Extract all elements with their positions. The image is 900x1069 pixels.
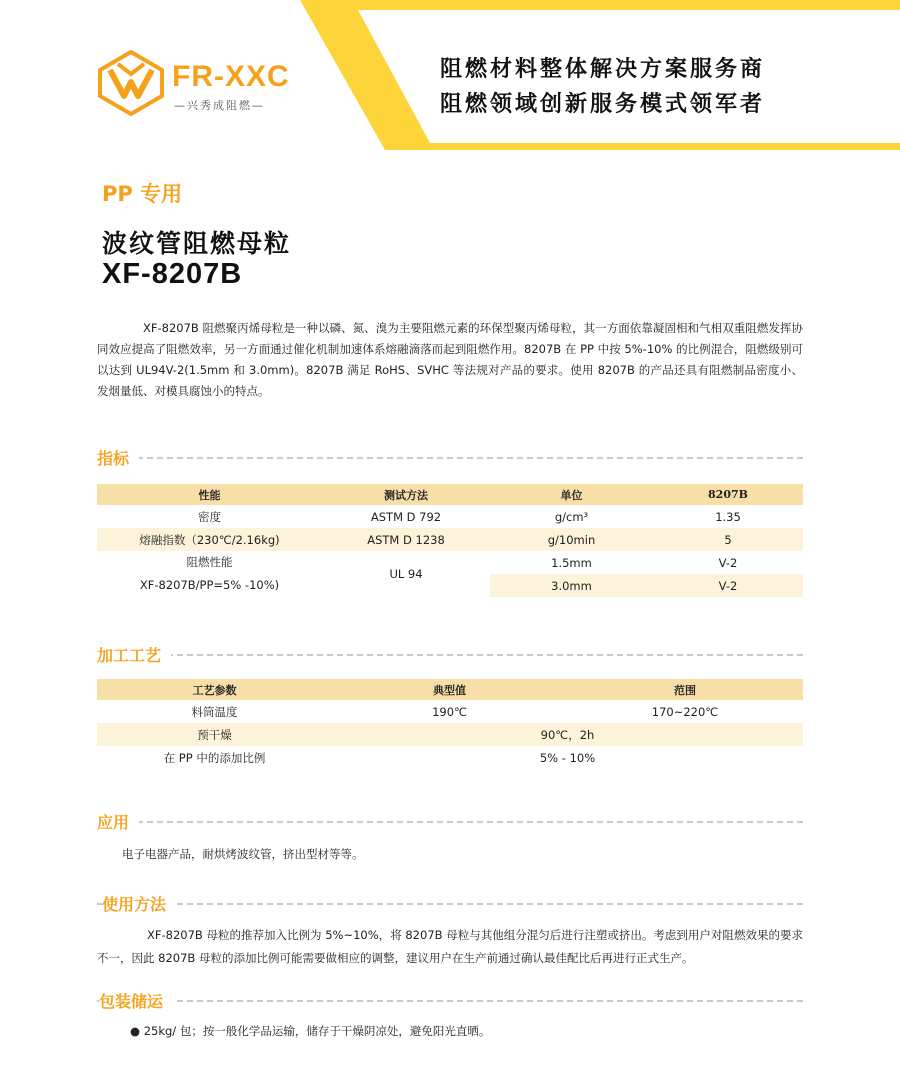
bullet-icon: ● <box>130 1024 141 1038</box>
table-cell: 熔融指数（230℃/2.16kg) <box>97 528 322 551</box>
flame-label-cell <box>97 551 322 597</box>
application-text: 电子电器产品，耐烘烤波纹管，挤出型材等等。 <box>122 847 364 861</box>
brand-name: FR-XXC <box>172 60 290 93</box>
packaging-text: 25kg/ 包；按一般化学品运输，储存于干燥阴凉处，避免阳光直晒。 <box>143 1024 491 1038</box>
packaging-title: 包装储运 <box>99 989 173 1012</box>
table-cell: V-2 <box>718 555 738 570</box>
table-cell: 190℃ <box>432 704 467 719</box>
table-row <box>97 528 803 551</box>
flame-sublabel: XF-8207B/PP=5% -10%) <box>139 578 280 592</box>
table-cell: ASTM D 792 <box>370 509 442 524</box>
table-cell: g/cm³ <box>554 509 589 524</box>
divider <box>97 654 803 656</box>
table-cell: 3.0mm <box>490 574 653 597</box>
table-cell: 密度 <box>198 509 221 524</box>
header-cell: 8207B <box>653 484 803 505</box>
table-row <box>97 723 803 746</box>
table-cell: 90℃，2h <box>332 723 803 746</box>
header-cell: 性能 <box>97 484 322 505</box>
brand-logo-icon <box>96 50 166 116</box>
product-intro: XF-8207B 阻燃聚丙烯母粒是一种以磷、氮、溴为主要阻燃元素的环保型聚丙烯母粒，其一方面依靠凝固相和气相双重阻燃发挥协同效应提高了阻燃效率，另一方面通过催化机制加速体系熔融滴落而起到阻燃作用。8207B 在 PP 中按 5%-10% 的比例混合，阻燃级别可以达到 UL94V-2(1.5mm 和 3.0mm)。8207B 满足 RoHS、SVHC 等法规对产品的要求。使用 8207B 的产品还具有阻燃制品密度小、发烟量低、对模具腐蚀小的特点。 <box>97 321 803 398</box>
table-cell: V-2 <box>653 574 803 597</box>
table-cell: 料筒温度 <box>191 704 238 719</box>
flame-label: 阻燃性能 <box>186 555 233 569</box>
table-cell: 1.35 <box>715 509 741 524</box>
divider <box>97 457 803 459</box>
process-section-header <box>97 643 803 665</box>
specs-section-header <box>97 446 803 468</box>
table-row <box>97 746 803 769</box>
table-cell: 5% - 10% <box>539 750 596 765</box>
product-name: 波纹管阻燃母粒 <box>102 229 292 258</box>
packaging-item <box>130 1020 836 1043</box>
header-cell: 工艺参数 <box>97 679 332 700</box>
application-section-header <box>97 810 803 832</box>
divider <box>97 1000 803 1002</box>
table-row <box>97 551 803 574</box>
header-cell: 范围 <box>567 679 803 700</box>
header-cell: 测试方法 <box>322 484 490 505</box>
product-category: PP 专用 <box>102 182 183 206</box>
specs-table <box>97 484 803 597</box>
brand-tagline: —兴秀成阻燃— <box>174 99 265 112</box>
table-cell: UL 94 <box>389 567 423 581</box>
specs-title: 指标 <box>97 446 139 469</box>
header-cell: 单位 <box>490 484 653 505</box>
table-header-row <box>97 679 803 700</box>
usage-section-header <box>97 892 803 914</box>
process-title: 加工工艺 <box>97 643 171 666</box>
table-row <box>97 700 803 723</box>
table-cell: 在 PP 中的添加比例 <box>163 750 266 765</box>
slogan-line-2: 阻燃领域创新服务模式领军者 <box>440 92 766 117</box>
header-cell: 典型值 <box>332 679 567 700</box>
usage-text: XF-8207B 母粒的推荐加入比例为 5%~10%，将 8207B 母粒与其他组分混匀后进行注塑或挤出。考虑到用户对阻燃效果的要求不一，因此 8207B 母粒的添加比例可能需要做相应的调整，建议用户在生产前通过确认最佳配比后再进行正式生产。 <box>97 928 803 965</box>
process-table <box>97 679 803 769</box>
application-title: 应用 <box>97 810 139 833</box>
usage-title: 使用方法 <box>102 892 176 915</box>
divider <box>97 821 803 823</box>
table-cell: 1.5mm <box>551 555 592 570</box>
table-cell: 5 <box>653 528 803 551</box>
table-cell: g/10min <box>490 528 653 551</box>
divider <box>97 903 803 905</box>
table-cell: 预干燥 <box>97 723 332 746</box>
table-cell: ASTM D 1238 <box>322 528 490 551</box>
slogan-line-1: 阻燃材料整体解决方案服务商 <box>440 57 766 82</box>
packaging-section-header <box>97 989 803 1011</box>
product-code: XF-8207B <box>102 258 243 290</box>
table-row <box>97 505 803 528</box>
table-header-row <box>97 484 803 505</box>
table-cell: 170~220℃ <box>651 704 719 719</box>
